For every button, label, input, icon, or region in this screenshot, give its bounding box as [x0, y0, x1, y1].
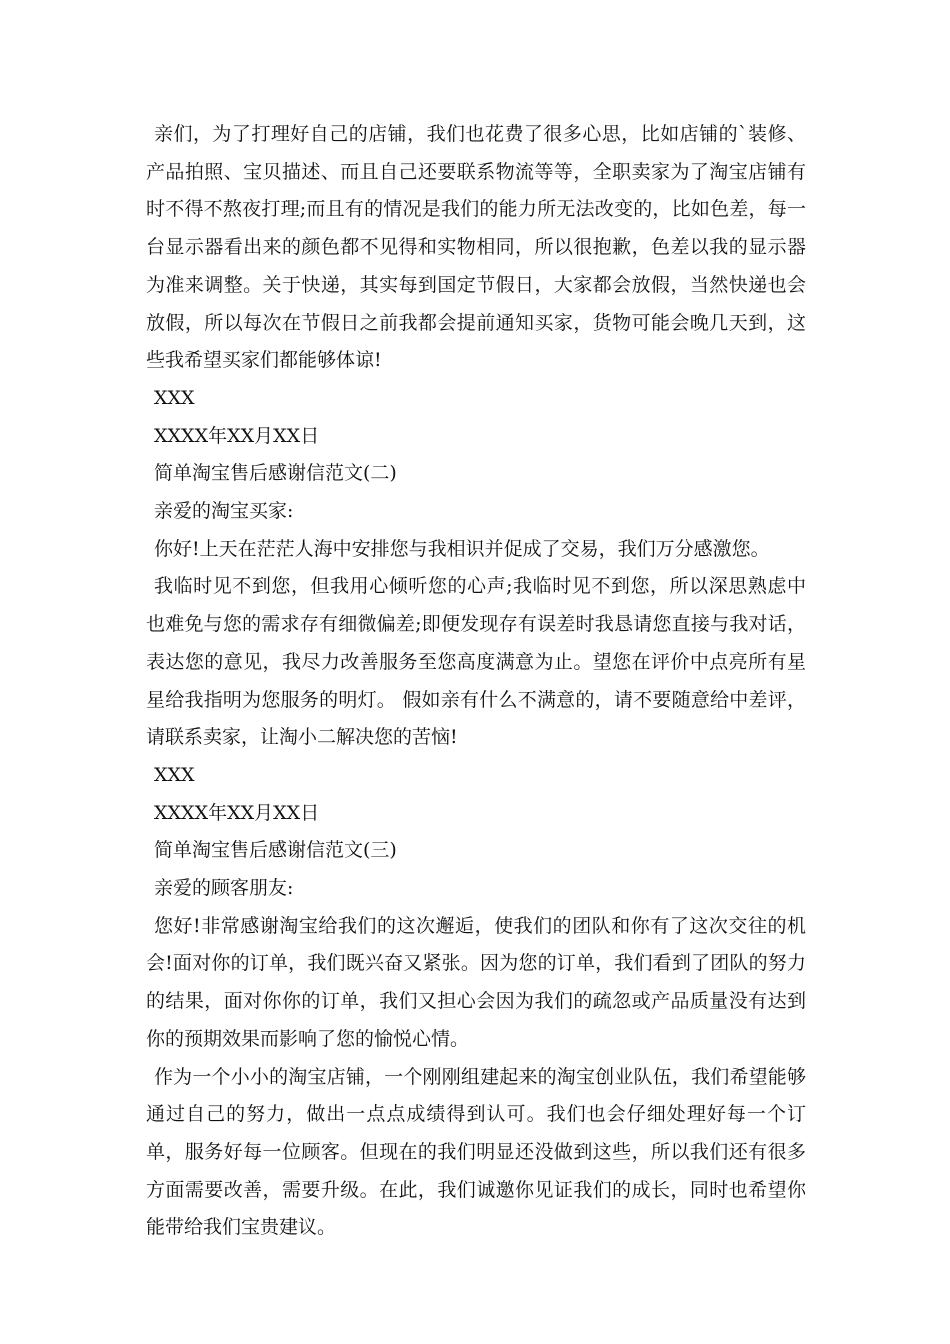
date-2: XXXX年XX月XX日 — [154, 801, 320, 824]
paragraph-2a: 你好!上天在茫茫人海中安排您与我相识并促成了交易，我们万分感激您。 — [154, 537, 770, 560]
paragraph-3b: 作为一个小小的淘宝店铺，一个刚刚组建起来的淘宝创业队伍，我们希望能够通过自己的努力，做出一点点成绩得到认可。我们也会仔细处理好每一个订单，服务好每一位顾客。但现在的我们明显还没做到这些，所以我们还有很多方面需要改善，需要升级。在此，我们诚邀你见证我们的成长，同时也希望你能带给我们宝贵建议。 — [146, 1065, 806, 1239]
document-body — [146, 116, 806, 1247]
signature-1: XXX — [154, 386, 195, 409]
signature-2: XXX — [154, 763, 195, 786]
paragraph-2b: 我临时见不到您，但我用心倾听您的心声;我临时见不到您，所以深思熟虑中也难免与您的需求存有细微偏差;即便发现存有误差时我恳请您直接与我对话，表达您的意见，我尽力改善服务至您高度满意为止。望您在评价中点亮所有星星给我指明为您服务的明灯。 假如亲有什么不满意的，请不要随意给中差评，请联系卖家，让淘小二解决您的苦恼! — [146, 575, 806, 749]
greeting-2: 亲爱的淘宝买家: — [154, 500, 294, 523]
paragraph-3a: 您好!非常感谢淘宝给我们的这次邂逅，使我们的团队和你有了这次交往的机会!面对你的订单，我们既兴奋又紧张。因为您的订单，我们看到了团队的努力的结果，面对你你的订单，我们又担心会因为我们的疏忽或产品质量没有达到你的预期效果而影响了您的愉悦心情。 — [146, 914, 806, 1050]
section-title-2: 简单淘宝售后感谢信范文(二) — [154, 462, 397, 485]
paragraph-intro: 亲们，为了打理好自己的店铺，我们也花费了很多心思，比如店铺的`装修、产品拍照、宝贝描述、而且自己还要联系物流等等，全职卖家为了淘宝店铺有时不得不熬夜打理;而且有的情况是我们的能力所无法改变的，比如色差，每一台显示器看出来的颜色都不见得和实物相同，所以很抱歉，色差以我的显示器为准来调整。关于快递，其实每到国定节假日，大家都会放假，当然快递也会放假，所以每次在节假日之前我都会提前通知买家，货物可能会晚几天到，这些我希望买家们都能够体谅! — [146, 123, 806, 372]
date-1: XXXX年XX月XX日 — [154, 424, 320, 447]
section-title-3: 简单淘宝售后感谢信范文(三) — [154, 839, 397, 862]
greeting-3: 亲爱的顾客朋友: — [154, 877, 294, 900]
